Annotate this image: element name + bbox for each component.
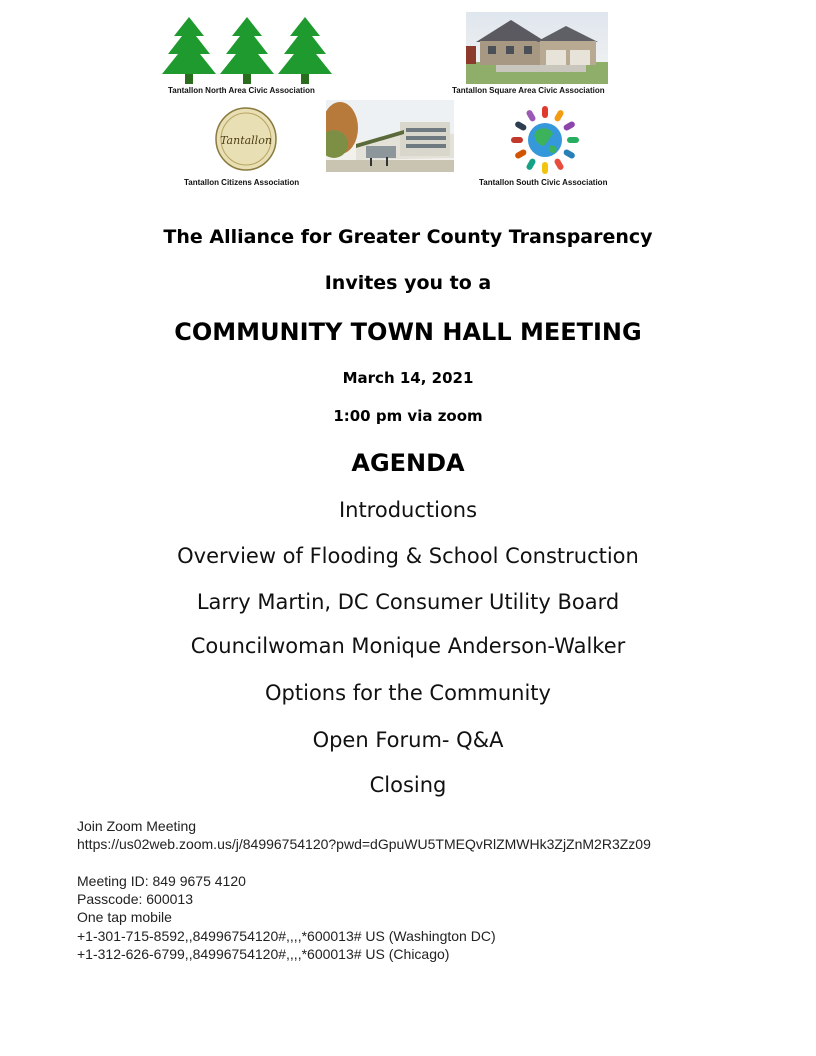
school-building-photo: [326, 100, 454, 172]
logo-caption-north: Tantallon North Area Civic Association: [168, 86, 315, 95]
agenda-item: Councilwoman Monique Anderson-Walker: [190, 634, 626, 658]
logo-caption-square: Tantallon Square Area Civic Association: [452, 86, 605, 95]
house-photo: [466, 12, 608, 84]
zoom-one-tap-label: One tap mobile: [77, 909, 172, 925]
zoom-meeting-id: Meeting ID: 849 9675 4120: [77, 873, 246, 889]
zoom-url-link[interactable]: https://us02web.zoom.us/j/84996754120?pwd=dGpuWU5TMEQvRlZMWHk3ZjZnM2R3Zz09: [77, 836, 651, 852]
agenda-item: Open Forum- Q&A: [312, 728, 504, 752]
agenda-item: Options for the Community: [265, 681, 551, 705]
zoom-dial-dc[interactable]: +1-301-715-8592,,84996754120#,,,,*600013# US (Washington DC): [77, 928, 496, 944]
event-time: 1:00 pm via zoom: [333, 407, 483, 425]
zoom-join-label: Join Zoom Meeting: [77, 818, 197, 834]
tree-icons: [160, 14, 335, 86]
agenda-title: AGENDA: [351, 449, 465, 477]
tantallon-seal-icon: [214, 106, 278, 172]
agenda-item: Overview of Flooding & School Construction: [177, 544, 639, 568]
agenda-item: Larry Martin, DC Consumer Utility Board: [196, 590, 620, 614]
agenda-item: Closing: [369, 773, 447, 797]
logo-caption-south: Tantallon South Civic Association: [479, 178, 608, 187]
agenda-item: Introductions: [338, 498, 478, 522]
zoom-passcode: Passcode: 600013: [77, 891, 193, 907]
event-date: March 14, 2021: [342, 369, 474, 387]
alliance-title: The Alliance for Greater County Transparency: [163, 226, 653, 248]
seal-text: Tantallon: [220, 134, 272, 147]
invite-line: Invites you to a: [324, 272, 492, 294]
logo-caption-citizens: Tantallon Citizens Association: [184, 178, 300, 187]
event-title: COMMUNITY TOWN HALL MEETING: [174, 318, 642, 346]
globe-people-icon: [505, 104, 585, 176]
zoom-dial-chicago[interactable]: +1-312-626-6799,,84996754120#,,,,*600013# US (Chicago): [77, 946, 450, 962]
